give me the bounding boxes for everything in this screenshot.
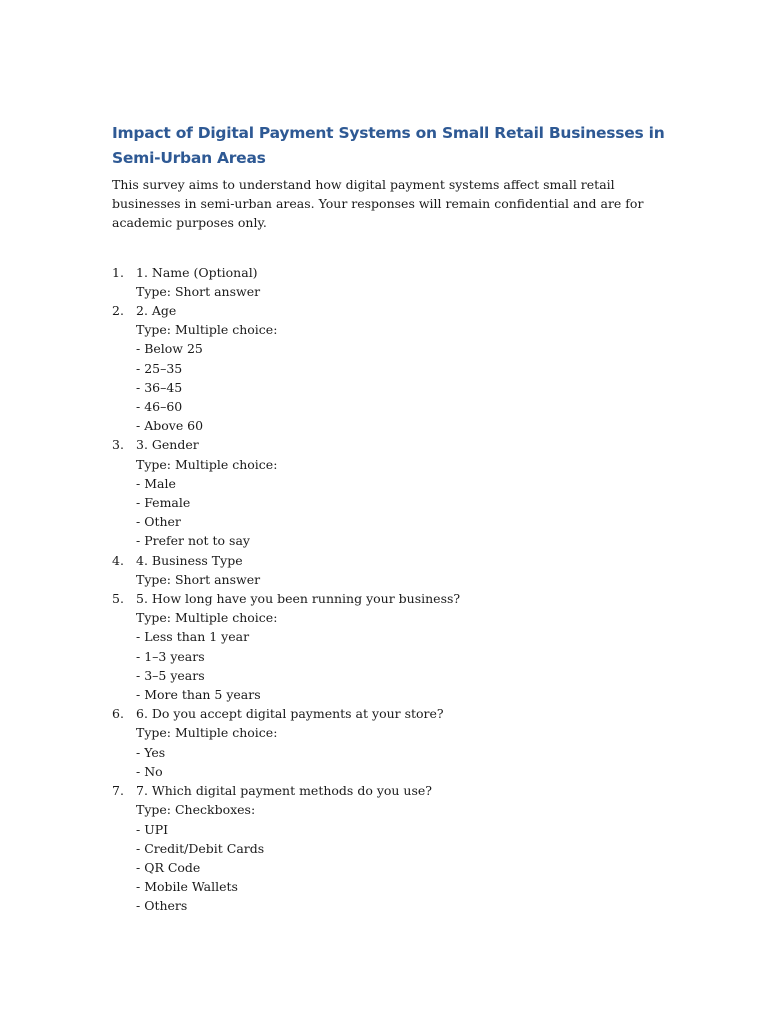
answer-option: - Yes <box>136 744 166 760</box>
question-item <box>112 301 670 435</box>
question-number: 1. <box>112 264 124 280</box>
question-type: Type: Short answer <box>136 571 261 587</box>
answer-option: - Less than 1 year <box>136 629 250 645</box>
answer-option: - 46–60 <box>136 399 183 415</box>
question-type: Type: Multiple choice: <box>136 456 278 472</box>
document-title: Impact of Digital Payment Systems on Small Retail Businesses in Semi-Urban Areas <box>112 124 665 167</box>
answer-option: - Other <box>136 514 181 530</box>
answer-option: - Prefer not to say <box>136 533 250 549</box>
question-prompt: 6. Do you accept digital payments at your store? <box>136 706 444 722</box>
question-prompt: 1. Name (Optional) <box>136 264 258 280</box>
question-type: Type: Multiple choice: <box>136 725 278 741</box>
question-type: Type: Short answer <box>136 283 261 299</box>
answer-option: - UPI <box>136 821 169 837</box>
answer-option: - QR Code <box>136 859 201 875</box>
question-type: Type: Checkboxes: <box>136 802 256 818</box>
question-type: Type: Multiple choice: <box>136 322 278 338</box>
question-item <box>112 435 670 550</box>
question-item <box>112 781 670 915</box>
answer-option: - Above 60 <box>136 418 204 434</box>
question-item <box>112 704 670 781</box>
question-number: 7. <box>112 783 124 799</box>
question-type: Type: Multiple choice: <box>136 610 278 626</box>
question-number: 5. <box>112 591 124 607</box>
question-item <box>112 551 670 589</box>
answer-option: - Mobile Wallets <box>136 879 238 895</box>
answer-option: - Others <box>136 898 188 914</box>
answer-option: - No <box>136 763 163 779</box>
answer-option: - 3–5 years <box>136 667 205 683</box>
answer-option: - Credit/Debit Cards <box>136 840 265 856</box>
question-prompt: 3. Gender <box>136 437 199 453</box>
question-number: 2. <box>112 303 124 319</box>
question-number: 3. <box>112 437 124 453</box>
answer-option: - Female <box>136 495 191 511</box>
answer-option: - Male <box>136 475 176 491</box>
question-prompt: 4. Business Type <box>136 552 243 568</box>
question-prompt: 5. How long have you been running your business? <box>136 591 461 607</box>
question-number: 4. <box>112 552 124 568</box>
answer-option: - More than 5 years <box>136 687 261 703</box>
question-prompt: 2. Age <box>136 303 177 319</box>
answer-option: - 25–35 <box>136 360 183 376</box>
question-item <box>112 589 670 704</box>
question-prompt: 7. Which digital payment methods do you use? <box>136 783 432 799</box>
question-list <box>112 263 670 916</box>
question-item <box>112 263 670 301</box>
question-number: 6. <box>112 706 124 722</box>
intro-paragraph: This survey aims to understand how digital payment systems affect small retail businesses in semi-urban areas. Your responses will remain confidential and are for academic purposes only. <box>112 177 644 231</box>
answer-option: - 1–3 years <box>136 648 205 664</box>
answer-option: - 36–45 <box>136 379 183 395</box>
answer-option: - Below 25 <box>136 341 203 357</box>
